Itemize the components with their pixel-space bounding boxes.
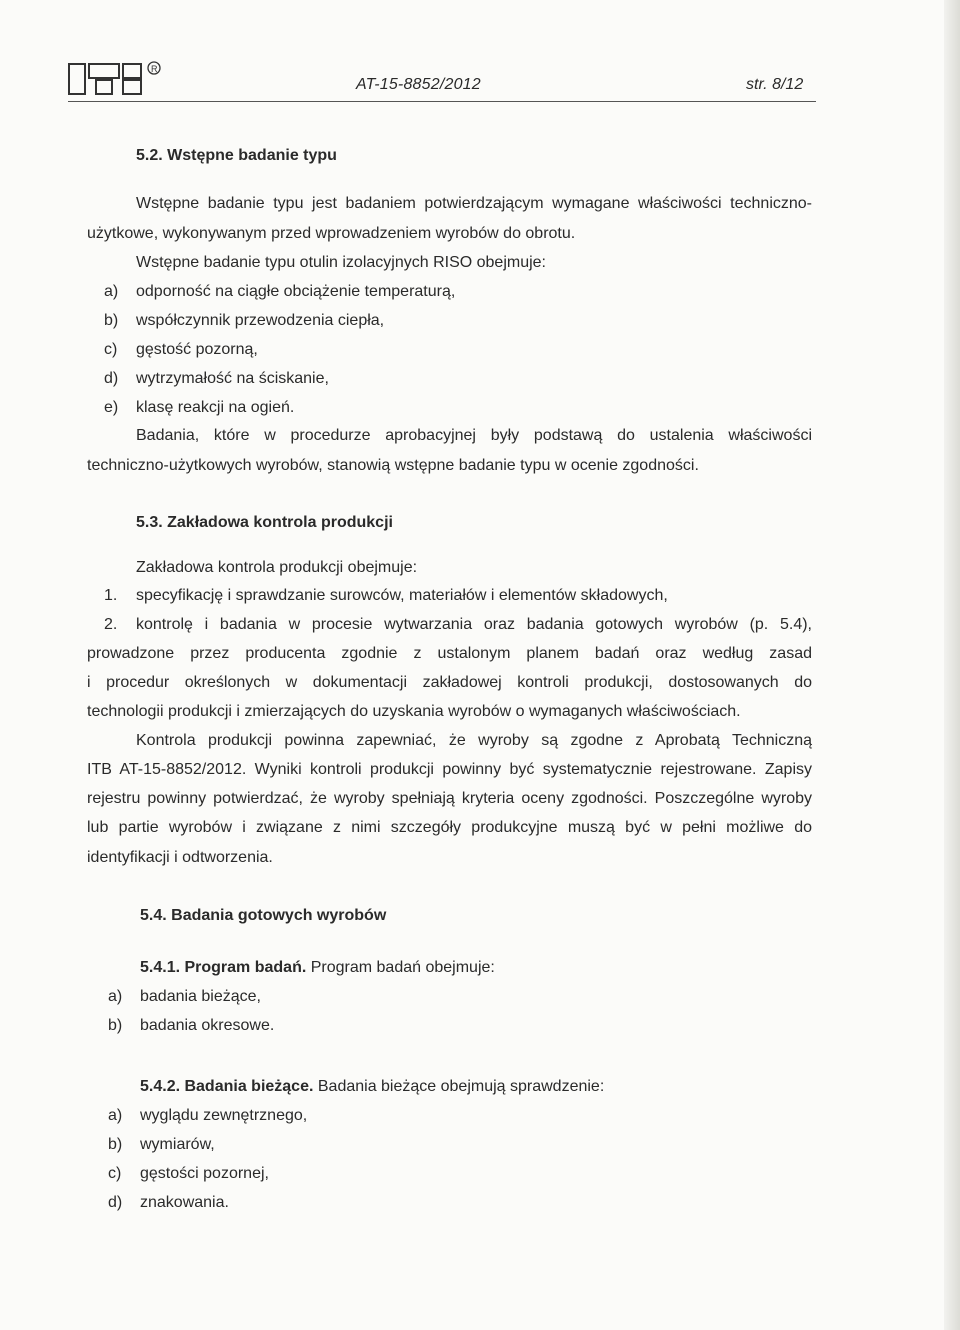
list-item: gęstość pozorną, — [136, 341, 258, 358]
list-marker: e) — [104, 399, 119, 416]
page-number: str. 8/12 — [746, 76, 804, 93]
list-marker: 2. — [104, 616, 118, 633]
subsection-heading-5-4-2: 5.4.2. Badania bieżące. — [140, 1078, 314, 1095]
list-item: wyglądu zewnętrznego, — [140, 1107, 308, 1124]
subsection-heading-5-4-1: 5.4.1. Program badań. — [140, 959, 307, 976]
list-item: klasę reakcji na ogień. — [136, 399, 295, 416]
s52-para-line-1: Badania, które w procedurze aprobacyjnej były podstawą do ustalenia właściwości — [136, 427, 812, 444]
s52-list-intro: Wstępne badanie typu otulin izolacyjnych RISO obejmuje: — [136, 254, 546, 271]
list-item: specyfikację i sprawdzanie surowców, materiałów i elementów składowych, — [136, 587, 668, 604]
s53-para-line-4: lub partie wyrobów i związane z nimi szczegóły produkcyjne muszą być w pełni możliwe do — [87, 819, 812, 836]
s53-para-line-2: ITB AT-15-8852/2012. Wyniki kontroli produkcji powinny być systematycznie rejestrowane. Zapisy — [87, 761, 812, 778]
s53-item2-line-4: technologii produkcji i zmierzających do uzyskania wyrobów o wymaganych właściwościach. — [87, 703, 741, 720]
list-marker: b) — [108, 1017, 123, 1034]
list-marker: a) — [108, 1107, 123, 1124]
list-marker: b) — [104, 312, 119, 329]
list-marker: a) — [108, 988, 123, 1005]
s53-item2-line-2: prowadzone przez producenta zgodnie z ustalonym planem badań oraz według zasad — [87, 645, 812, 662]
list-marker: d) — [104, 370, 119, 387]
s52-para-line-2: techniczno-użytkowych wyrobów, stanowią wstępne badanie typu w ocenie zgodności. — [87, 457, 699, 474]
list-marker: a) — [104, 283, 119, 300]
s541-line — [140, 958, 495, 978]
list-marker: c) — [108, 1165, 122, 1182]
s53-intro: Zakładowa kontrola produkcji obejmuje: — [136, 559, 418, 576]
header-rule — [68, 101, 816, 102]
list-marker: b) — [108, 1136, 123, 1153]
s542-text: Badania bieżące obejmują sprawdzenie: — [313, 1078, 605, 1095]
svg-text:R: R — [151, 64, 158, 74]
s52-intro-line-1: Wstępne badanie typu jest badaniem potwierdzającym wymagane właściwości techniczno- — [136, 195, 812, 212]
list-item: gęstości pozornej, — [140, 1165, 269, 1182]
section-heading-5-2: 5.2. Wstępne badanie typu — [136, 147, 337, 164]
s52-intro-line-2: użytkowe, wykonywanym przed wprowadzeniem wyrobów do obrotu. — [87, 225, 576, 242]
list-item: wytrzymałość na ściskanie, — [136, 370, 329, 387]
list-item: badania bieżące, — [140, 988, 261, 1005]
s541-text: Program badań obejmuje: — [306, 959, 495, 976]
document-number: AT-15-8852/2012 — [356, 76, 481, 93]
s53-para-line-5: identyfikacji i odtworzenia. — [87, 849, 273, 866]
list-item: wymiarów, — [140, 1136, 215, 1153]
itb-logo — [68, 58, 180, 100]
page-edge — [944, 0, 960, 1330]
list-marker: 1. — [104, 587, 118, 604]
s53-para-line-3: rejestru powinny potwierdzać, że wyroby spełniają kryteria oceny zgodności. Poszczególne wyroby — [87, 790, 812, 807]
s53-para-line-1: Kontrola produkcji powinna zapewniać, że wyroby są zgodne z Aprobatą Techniczną — [136, 732, 812, 749]
section-heading-5-4: 5.4. Badania gotowych wyrobów — [140, 907, 387, 924]
s53-item2-line-1: kontrolę i badania w procesie wytwarzania oraz badania gotowych wyrobów (p. 5.4), — [136, 616, 812, 633]
list-item: znakowania. — [140, 1194, 229, 1211]
s542-line — [140, 1077, 604, 1097]
section-heading-5-3: 5.3. Zakładowa kontrola produkcji — [136, 514, 393, 531]
list-item: współczynnik przewodzenia ciepła, — [136, 312, 385, 329]
list-marker: d) — [108, 1194, 123, 1211]
s53-item2-line-3: i procedur określonych w dokumentacji zakładowej kontroli produkcji, dostosowanych do — [87, 674, 812, 691]
list-item: odporność na ciągłe obciążenie temperaturą, — [136, 283, 456, 300]
list-marker: c) — [104, 341, 118, 358]
list-item: badania okresowe. — [140, 1017, 275, 1034]
